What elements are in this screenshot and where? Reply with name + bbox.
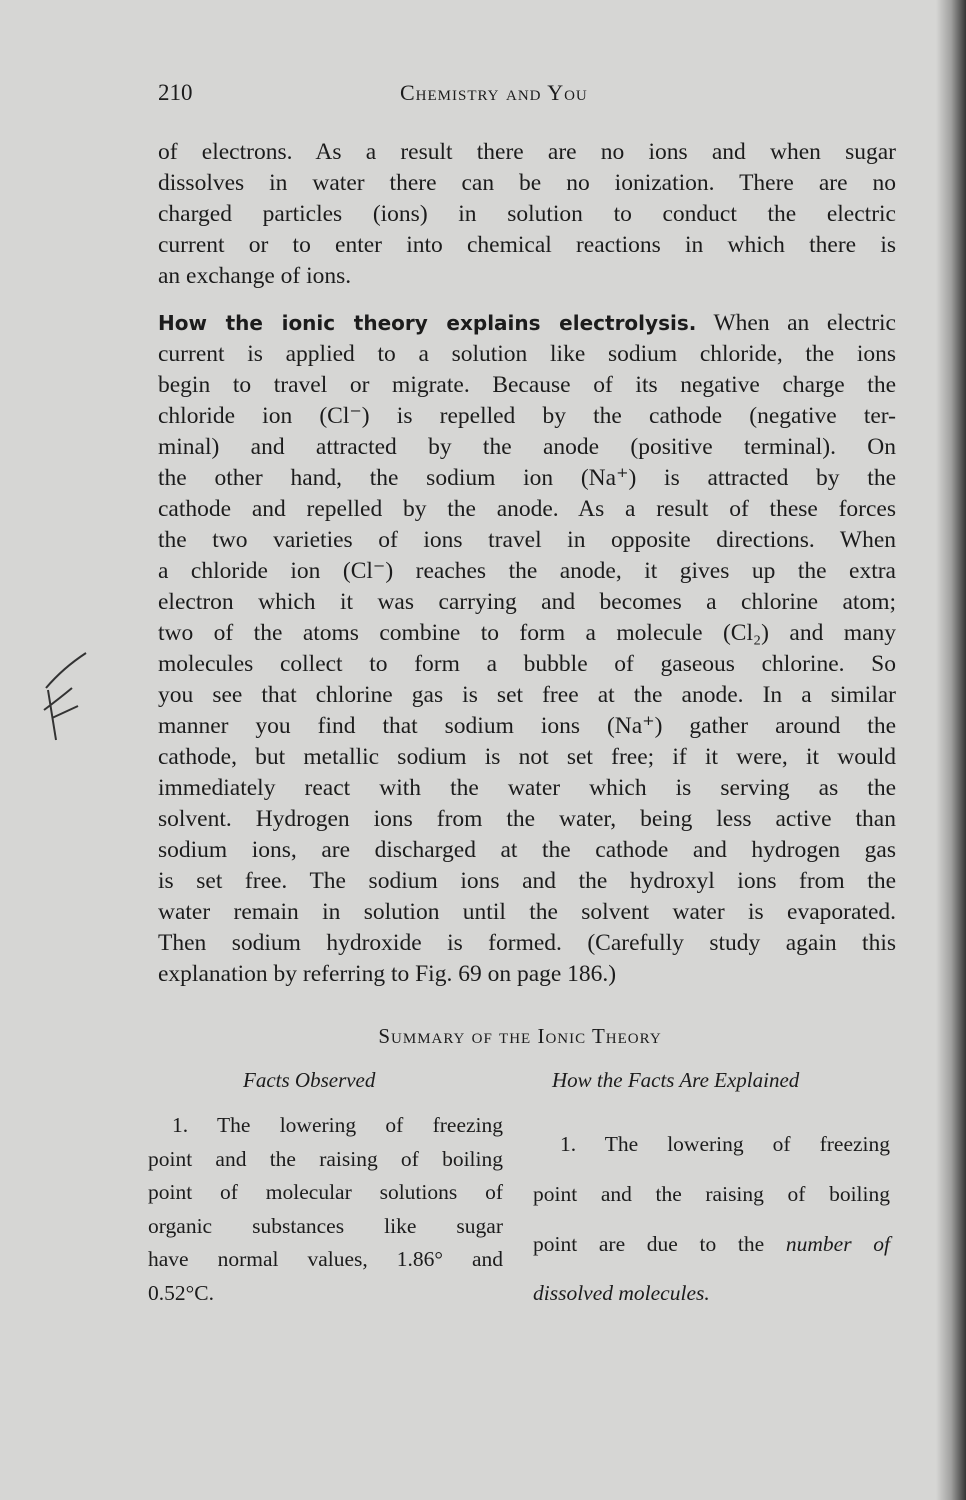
text-line: chloride ion (Cl⁻) is repelled by the cathode (negative ter- [158,403,896,429]
emphasis: number of [785,1232,890,1256]
text-line [533,1229,890,1259]
handwritten-margin-mark [38,648,98,743]
text-line: cathode and repelled by the anode. As a result of these forces [158,496,896,522]
text: point are due to the [533,1232,765,1256]
text-line: two of the atoms combine to form a molecule (Cl₂) and many [158,620,896,646]
text-line: explanation by referring to Fig. 69 on page 186.) [158,961,617,987]
paragraph-2-first-line [158,308,896,338]
text-line: is set free. The sodium ions and the hydroxyl ions from the [158,868,896,894]
facts-observed-heading: Facts Observed [243,1068,376,1092]
text-line: dissolved molecules. [533,1281,710,1305]
text-line: the two varieties of ions travel in opposite directions. When [158,527,896,553]
summary-title: Summary of the Ionic Theory [378,1024,662,1048]
text: When an electric [713,310,896,336]
text-line: you see that chlorine gas is set free at the anode. In a similar [158,682,896,708]
text-line: have normal values, 1.86° and [148,1247,503,1271]
text-line: 1. The lowering of freezing [560,1132,890,1156]
binding-shadow [936,0,966,1500]
text-line: Then sodium hydroxide is formed. (Carefully study again this [158,930,896,956]
text-line: solvent. Hydrogen ions from the water, being less active than [158,806,896,832]
text-line: of electrons. As a result there are no ions and when sugar [158,139,896,165]
text-line: electron which it was carrying and becomes a chlorine atom; [158,589,896,615]
text-line: cathode, but metallic sodium is not set free; if it were, it would [158,744,896,770]
text-line: minal) and attracted by the anode (positive terminal). On [158,434,896,460]
text-line: begin to travel or migrate. Because of its negative charge the [158,372,896,398]
text-line: current is applied to a solution like sodium chloride, the ions [158,341,896,367]
text-line: manner you find that sodium ions (Na⁺) gather around the [158,713,896,739]
text-line: molecules collect to form a bubble of gaseous chlorine. So [158,651,896,677]
text-line: the other hand, the sodium ion (Na⁺) is attracted by the [158,465,896,491]
text-line: a chloride ion (Cl⁻) reaches the anode, it gives up the extra [158,558,896,584]
section-heading: How the ionic theory explains electrolysis. [158,311,697,335]
text-line: an exchange of ions. [158,263,352,289]
text-line: point and the raising of boiling [148,1146,503,1171]
text-line: immediately react with the water which is serving as the [158,775,896,801]
text-line: sodium ions, are discharged at the cathode and hydrogen gas [158,837,896,863]
text-line: current or to enter into chemical reactions in which there is [158,232,896,258]
facts-explained-heading: How the Facts Are Explained [552,1068,800,1092]
page-number: 210 [158,80,193,105]
text-line: charged particles (ions) in solution to conduct the electric [158,201,896,227]
text-line: point and the raising of boiling [533,1182,890,1206]
text-line: 0.52°C. [148,1280,214,1305]
text-line: water remain in solution until the solvent water is evaporated. [158,899,896,925]
text-line: 1. The lowering of freezing [172,1113,503,1137]
running-head: Chemistry and You [400,80,588,105]
text-line: organic substances like sugar [148,1213,503,1238]
text-line: point of molecular solutions of [148,1180,503,1204]
text-line: dissolves in water there can be no ionization. There are no [158,170,896,196]
